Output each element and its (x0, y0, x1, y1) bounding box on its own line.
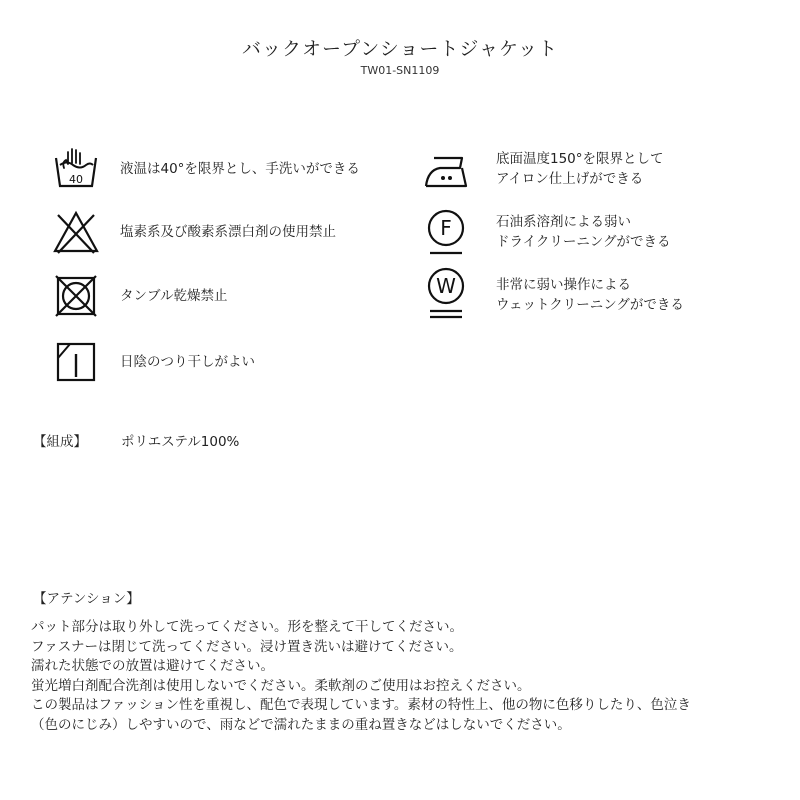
care-dry-clean-text: 石油系溶剤による弱い ドライクリーニングができる (496, 214, 671, 250)
attention-line: パット部分は取り外して洗ってください。形を整えて干してください。 (31, 619, 463, 635)
product-code: TW01-SN1109 (360, 64, 440, 77)
composition-label: 【組成】 (33, 434, 87, 450)
care-wet-clean-text: 非常に弱い操作による ウェットクリーニングができる (496, 277, 684, 313)
care-hand-wash (50, 143, 360, 195)
care-shade-dry (50, 336, 255, 388)
iron-150-icon (420, 143, 472, 195)
care-no-tumble (50, 270, 227, 322)
wet-clean-w-icon (420, 269, 472, 321)
no-bleach-icon (50, 206, 102, 258)
dry-clean-f-icon (420, 206, 472, 258)
svg-text:40: 40 (69, 173, 83, 186)
care-iron-text: 底面温度150°を限界として アイロン仕上げができる (496, 151, 664, 187)
attention-body (31, 618, 791, 735)
care-no-bleach (50, 206, 336, 258)
care-shade-dry-text: 日陰のつり干しがよい (120, 354, 255, 370)
attention-line: 蛍光増白剤配合洗剤は使用しないでください。柔軟剤のご使用はお控えください。 (31, 677, 531, 694)
attention-line: （色のにじみ）しやすいので、雨などで濡れたままの重ね置きなどはしないでください。 (31, 716, 571, 733)
attention-line: ファスナーは閉じて洗ってください。浸け置き洗いは避けてください。 (31, 638, 463, 655)
care-wet-clean (420, 269, 684, 321)
no-tumble-dry-icon (50, 270, 102, 322)
care-iron (420, 143, 664, 195)
line-dry-shade-icon (50, 336, 102, 388)
care-no-tumble-text: タンブル乾燥禁止 (120, 288, 228, 304)
svg-text:F: F (440, 216, 452, 240)
attention-heading: 【アテンション】 (33, 591, 140, 607)
svg-text:W: W (436, 274, 456, 298)
care-hand-wash-text: 液温は40°を限界とし、手洗いができる (120, 161, 360, 177)
attention-line: この製品はファッション性を重視し、配色で表現しています。素材の特性上、他の物に色移りしたり、色泣き (31, 697, 691, 713)
attention-line: 濡れた状態での放置は避けてください。 (31, 658, 274, 674)
product-title: バックオープンショートジャケット (241, 38, 559, 60)
composition-value: ポリエステル100% (121, 434, 240, 450)
care-no-bleach-text: 塩素系及び酸素系漂白剤の使用禁止 (120, 224, 336, 240)
hand-wash-40-icon (50, 143, 102, 195)
care-dry-clean (420, 206, 671, 258)
